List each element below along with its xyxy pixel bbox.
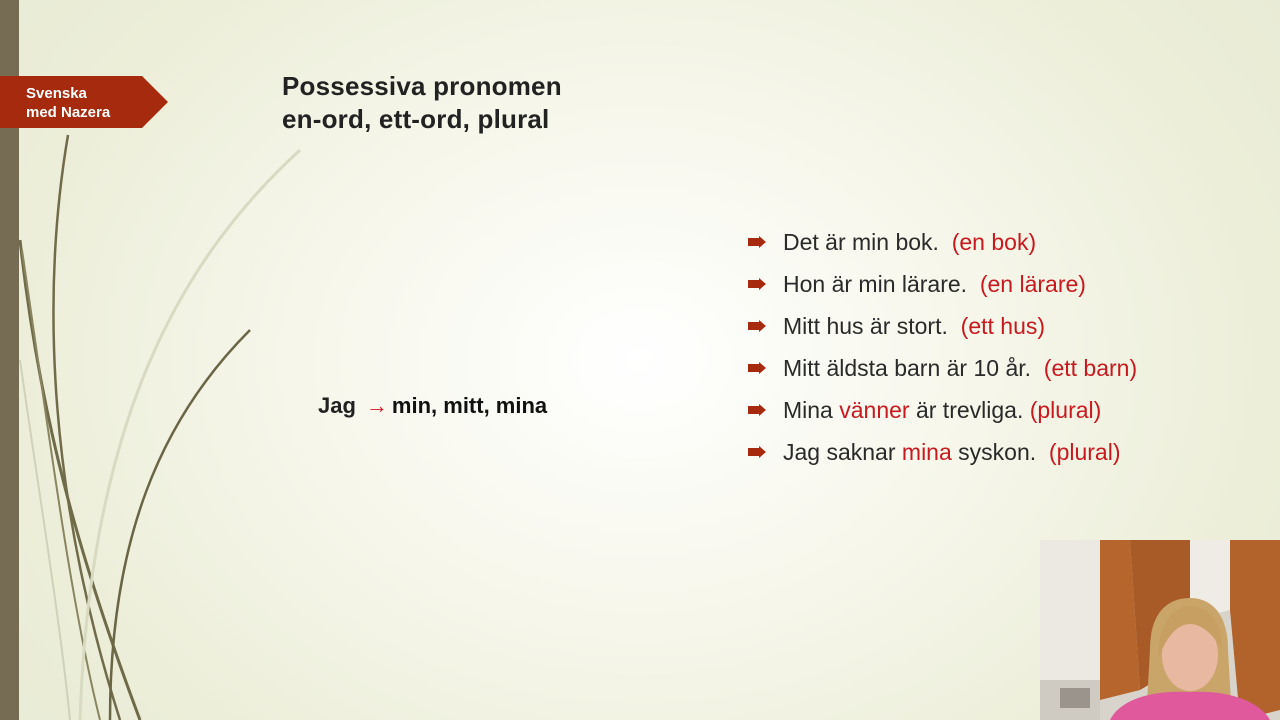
list-item xyxy=(748,228,1168,257)
slide-title xyxy=(282,70,562,136)
pronoun-label: Jag xyxy=(318,393,356,418)
list-item xyxy=(748,312,1168,341)
example-text-post: syskon. xyxy=(951,439,1037,465)
title-line-1: Possessiva pronomen xyxy=(282,71,562,101)
possessive-forms: min, mitt, mina xyxy=(391,393,548,418)
example-text: Det är min bok. xyxy=(783,229,939,255)
right-arrow-icon: → xyxy=(365,393,388,418)
example-text-post: är trevliga. xyxy=(909,397,1024,423)
brand-label xyxy=(26,84,110,122)
arrow-bullet-icon xyxy=(748,320,766,332)
example-note: (en bok) xyxy=(951,229,1037,255)
pronoun-rule xyxy=(318,393,547,419)
example-text-pre: Jag saknar xyxy=(783,439,902,465)
list-item xyxy=(748,396,1168,425)
example-note: (plural) xyxy=(1029,397,1102,423)
example-highlight: vänner xyxy=(839,397,910,423)
example-text-pre: Mina xyxy=(783,397,840,423)
list-item xyxy=(748,438,1168,467)
arrow-bullet-icon xyxy=(748,446,766,458)
example-note: (ett barn) xyxy=(1043,355,1138,381)
example-note: (ett hus) xyxy=(960,313,1046,339)
example-text: Hon är min lärare. xyxy=(783,271,968,297)
list-item xyxy=(748,354,1168,383)
arrow-bullet-icon xyxy=(748,362,766,374)
arrow-bullet-icon xyxy=(748,278,766,290)
brand-line-2: med Nazera xyxy=(26,104,111,121)
brand-tag xyxy=(0,76,168,128)
example-text: Mitt hus är stort. xyxy=(783,313,948,339)
presenter-video-frame xyxy=(1040,540,1280,720)
arrow-bullet-icon xyxy=(748,236,766,248)
list-item xyxy=(748,270,1168,299)
title-line-2: en-ord, ett-ord, plural xyxy=(282,104,550,134)
example-note: (plural) xyxy=(1048,439,1121,465)
example-note: (en lärare) xyxy=(979,271,1086,297)
brand-line-1: Svenska xyxy=(26,85,87,102)
example-highlight: mina xyxy=(901,439,952,465)
webcam-video xyxy=(1040,540,1280,720)
example-list xyxy=(748,228,1168,480)
arrow-bullet-icon xyxy=(748,404,766,416)
example-text: Mitt äldsta barn är 10 år. xyxy=(783,355,1032,381)
